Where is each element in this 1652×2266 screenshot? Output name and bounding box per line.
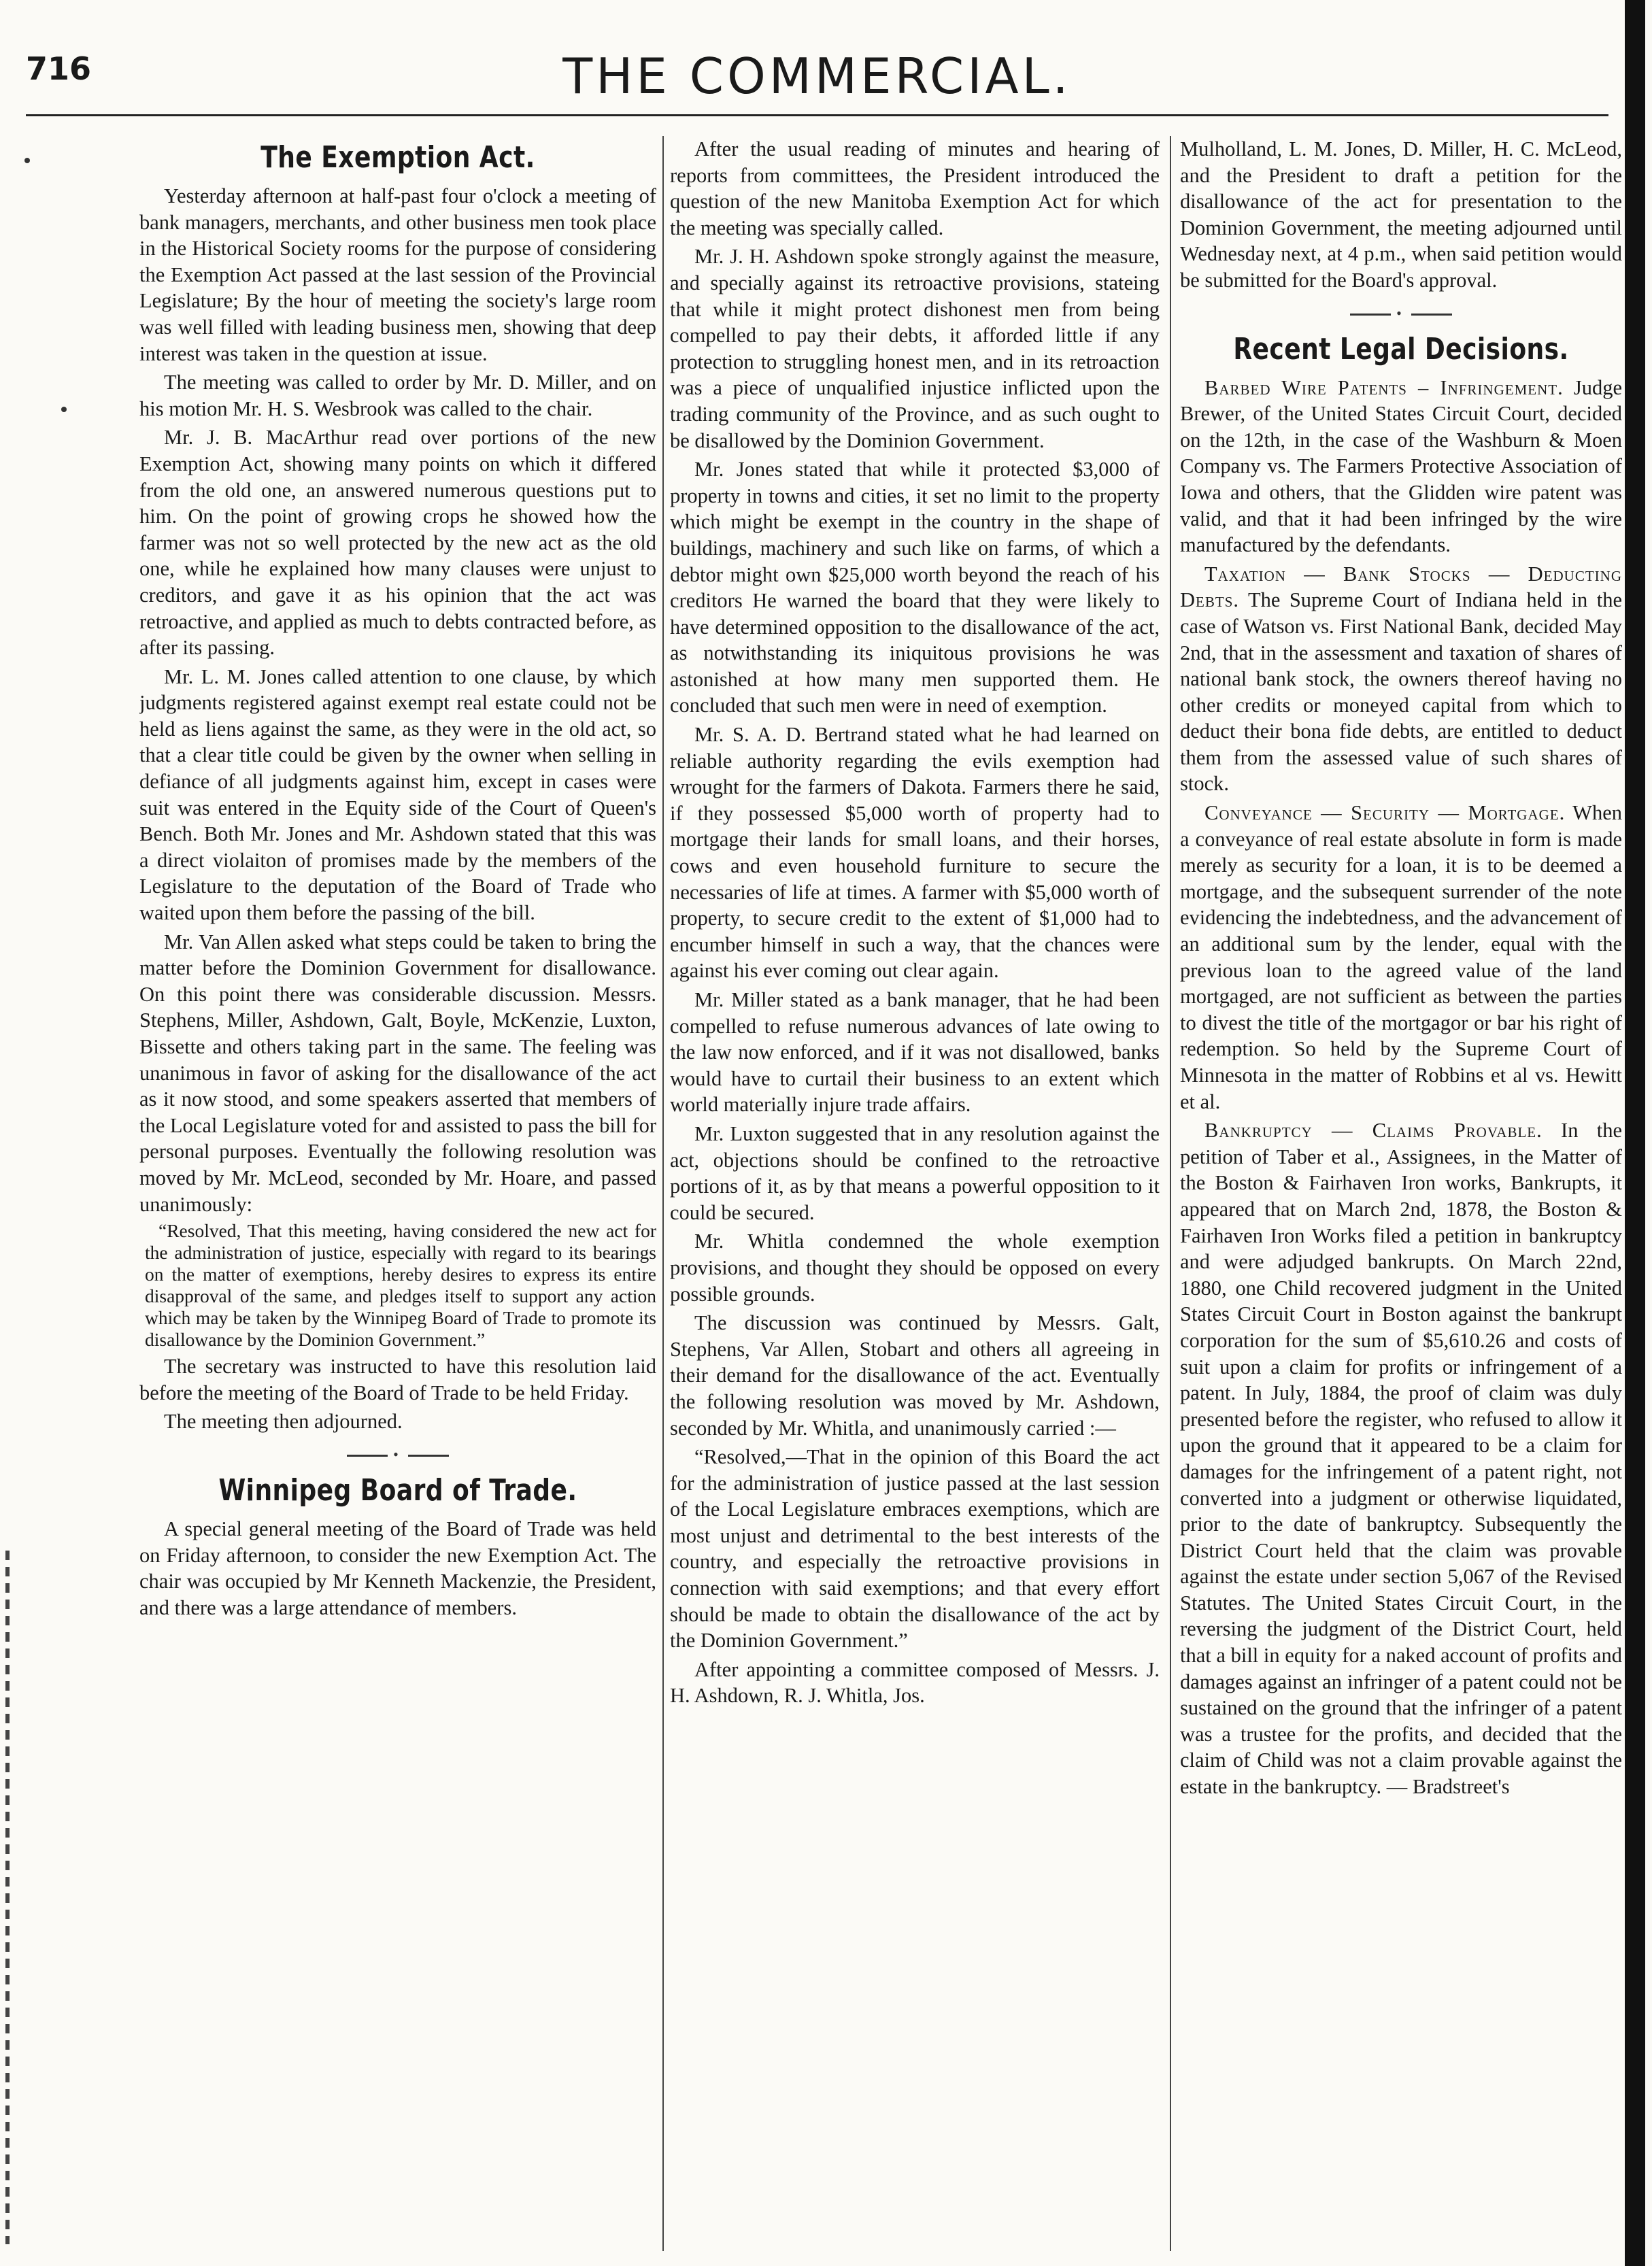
column-2 bbox=[670, 136, 1160, 2251]
paragraph: Yesterday afternoon at half-past four o'clock a meeting of bank managers, merchants, and other business men took place in the Historical Society rooms for the purpose of considering the Exemption Act passed at the last session of the Provincial Legislature; By the hour of meeting the society's large room was well filled with leading business men, showing that deep interest was taken in the question at issue. bbox=[139, 184, 656, 365]
paragraph: After appointing a committee composed of Messrs. J. H. Ashdown, R. J. Whitla, Jos. bbox=[670, 1657, 1160, 1708]
case-heading: Conveyance — Security — Mortgage. bbox=[1204, 801, 1566, 825]
case-heading: Barbed Wire Patents – Infringement. bbox=[1204, 375, 1564, 399]
paragraph: The meeting was called to order by Mr. D. Miller, and on his motion Mr. H. S. Wesbrook was called to the chair. bbox=[139, 371, 656, 420]
article-title: Winnipeg Board of Trade. bbox=[218, 1472, 577, 1508]
column-3 bbox=[1180, 136, 1622, 2251]
paragraph: The meeting then adjourned. bbox=[164, 1410, 403, 1434]
paragraph: “Resolved,—That in the opinion of this Board the act for the administration of justice passed at the last session of the Local Legislature embraces exemptions, which are most unjust and detrimental to the best interests of the country, and especially the retroactive provisions in connection with said exemptions; and that every effort should be made to obtain the disallowance of the act by the Dominion Government.” bbox=[670, 1445, 1160, 1653]
article-title: Recent Legal Decisions. bbox=[1233, 331, 1569, 367]
case-text: The Supreme Court of Indiana held in the case of Watson vs. First National Bank, decided May 2nd, that in the assessment and taxation of shares of national bank stock, the owners thereof having no other credits or moneyed capital from which to deduct their bona fide debts, are entitled to deduct them from the assessed value of such shares of stock. bbox=[1180, 588, 1622, 796]
case-text: Judge Brewer, of the United States Circuit Court, decided on the 12th, in the case of the Washburn & Moen Company vs. The Farmers Protective Association of Iowa and others, that the Glidden wire patent was valid, and that it had been infringed by the wire manufactured by the defendants. bbox=[1180, 375, 1622, 557]
paragraph bbox=[1180, 800, 1622, 1115]
paragraph: Mr. Luxton suggested that in any resolution against the act, objections should be confined to the retroactive portions of it, as by that means a powerful opposition to it could be secured. bbox=[670, 1121, 1160, 1224]
column-1 bbox=[139, 136, 656, 2251]
column-rule bbox=[1170, 136, 1171, 2251]
paragraph: Mr. Whitla condemned the whole exemption provisions, and thought they should be opposed on every possible grounds. bbox=[670, 1230, 1160, 1306]
page-number: 716 bbox=[26, 50, 92, 87]
case-heading: Bankruptcy — Claims Provable. bbox=[1204, 1119, 1543, 1143]
case-text: When a conveyance of real estate absolute in form is made merely as security for a loan, it is to be deemed a mortgage, and the subsequent surrender of the note evidencing the indebtedness, and the advancement of an additional sum by the lender, equal with the previous loan to the agreed value of the land mortgaged, are not sufficient as between the parties to divest the title of the mortgagor or bar his right of redemption. So held by the Supreme Court of Minnesota in the matter of Robbins et al vs. Hewitt et al. bbox=[1180, 801, 1622, 1113]
paragraph: A special general meeting of the Board of Trade was held on Friday afternoon, to consider the new Exemption Act. The chair was occupied by Mr Kenneth Mackenzie, the President, and there was a large attendance of members. bbox=[139, 1517, 656, 1619]
paragraph: Mr. J. H. Ashdown spoke strongly against the measure, and specially against its retroactive provisions, stateing that while it might protect dishonest men from being compelled to pay their debts, it afforded little if any protection to struggling honest men, and in its retroaction was a piece of unqualified injustice inflicted upon the trading community of the Province, and as such ought to be disallowed by the Dominion Government. bbox=[670, 245, 1160, 452]
section-separator: • bbox=[139, 1446, 656, 1464]
speck bbox=[24, 158, 30, 163]
binding-marks bbox=[5, 1551, 10, 2244]
paragraph: Mr. Jones stated that while it protected $3,000 of property in towns and cities, it set no limit to the property which might be exempt in the country in the shape of buildings, machinery and such like on farms, of which a debtor might own $25,000 worth beyond the reach of his creditors He warned the board that they were likely to have determined opposition to the disallowance of the act, as notwithstanding its iniquitous provisions he was astonished at how many men supported them. He concluded that such men were in need of exemption. bbox=[670, 458, 1160, 717]
paragraph: Mr. S. A. D. Bertrand stated what he had learned on reliable authority regarding the evils exemption had wrought for the farmers of Dakota. Farmers there he said, if they possessed $5,000 worth of property had to mortgage their lands for small loans, and their horses, cows and even household furniture to secure the necessaries of life at times. A farmer with $5,000 worth of property, to secure credit to the extent of $1,000 had to encumber himself in such a way, that the chances were against his ever coming out clear again. bbox=[670, 723, 1160, 983]
page-edge-shadow bbox=[1625, 0, 1645, 2266]
paragraph: Mr. J. B. MacArthur read over portions of the new Exemption Act, showing many points on which it differed from the old one, an answered numerous questions put to him. On the point of growing crops he showed how the farmer was not so well protected by the new act as the old one, while he explained how many clauses were unjust to creditors, and gave it as his opinion that the act was retroactive, and applied as much to debts contracted before, as after its passing. bbox=[139, 426, 656, 660]
page-header bbox=[26, 41, 1608, 116]
paragraph: Mr. Miller stated as a bank manager, that he had been compelled to refuse numerous advances of late owing to the law now enforced, and if it was not disallowed, banks would have to curtail their business to an extent which world materially injure trade affairs. bbox=[670, 988, 1160, 1117]
speck bbox=[61, 407, 67, 412]
paragraph bbox=[1180, 375, 1622, 558]
article-title: The Exemption Act. bbox=[260, 140, 535, 175]
case-heading: Taxation — Bank Stocks — Deducting Debts. bbox=[1180, 562, 1622, 612]
header-rule bbox=[26, 114, 1608, 116]
resolution-quote: “Resolved, That this meeting, having considered the new act for the administration of justice, especially with regard to its bearings on the matter of exemptions, hereby desires to express its entire disapproval of the same, and pledges itself to support any action which may be taken by the Winnipeg Board of Trade to promote its disallowance by the Dominion Government.” bbox=[145, 1220, 656, 1351]
masthead: THE COMMERCIAL. bbox=[562, 48, 1072, 105]
section-separator: • bbox=[1180, 305, 1622, 322]
paragraph bbox=[1180, 561, 1622, 797]
paragraph: Mr. Van Allen asked what steps could be taken to bring the matter before the Dominion Government for disallowance. On this point there was considerable discussion. Messrs. Stephens, Miller, Ashdown, Galt, Boyle, McKenzie, Luxton, Bissette and others taking part in the same. The feeling was unanimous in favor of asking for the disallowance of the act as it now stood, and some speakers asserted that members of the Local Legislature voted for and assisted to pass the bill for personal purposes. Eventually the following resolution was moved by Mr. McLeod, seconded by Mr. Hoare, and passed unanimously: bbox=[139, 930, 656, 1216]
column-rule bbox=[662, 136, 664, 2251]
paragraph: Mr. L. M. Jones called attention to one clause, by which judgments registered against exempt real estate could not be held as liens against the same, as they were in the old act, so that a clear title could be given by the owner when selling in defiance of all judgments against him, except in cases were suit was entered in the Equity side of the Court of Queen's Bench. Both Mr. Jones and Mr. Ashdown stated that this was a direct violaiton of promises made by the members of the Legislature to the deputation of the Board of Trade who waited upon them before the passing of the bill. bbox=[139, 664, 656, 925]
paragraph: After the usual reading of minutes and hearing of reports from committees, the President introduced the question of the new Manitoba Exemption Act for which the meeting was specially called. bbox=[670, 137, 1160, 239]
paragraph: The secretary was instructed to have this resolution laid before the meeting of the Board of Trade to be held Friday. bbox=[139, 1355, 656, 1404]
paragraph: Mulholland, L. M. Jones, D. Miller, H. C. McLeod, and the President to draft a petition for the disallowance of the act for presentation to the Dominion Government, the meeting adjourned until Wednesday next, at 4 p.m., when said petition would be submitted for the Board's approval. bbox=[1180, 137, 1622, 292]
case-text: In the petition of Taber et al., Assignees, in the Matter of the Boston & Fairhaven Iron works, Bankrupts, it appeared that on March 2nd, 1878, the Boston & Fairhaven Iron Works filed a petition in bankruptcy and were adjudged bankrupts. On March 22nd, 1880, one Child recovered judgment in the United States Circuit Court in Boston against the bankrupt corporation for the sum of $5,610.26 and costs of suit upon a claim for profits or infringement of a patent. In July, 1884, the proof of claim was duly presented before the register, who refused to allow it upon the ground that it appeared to be a claim for damages for the infringement of a patent right, not converted into a judgment or otherwise liquidated, prior to the date of bankruptcy. Subsequently the District Court held that the claim was provable against the estate under section 5,067 of the Revised Statutes. The United States Circuit Court, in the reversing the judgment of the District Court, held that a bill in equity for a naked account of profits and damages against an infringer of a patent could not be sustained on the ground that the infringer of a patent was a trustee for the profits, and decided that the claim of Child was not a claim provable against the estate in the bankruptcy. — Bradstreet's bbox=[1180, 1119, 1622, 1799]
paragraph bbox=[1180, 1117, 1622, 1799]
paragraph: The discussion was continued by Messrs. Galt, Stephens, Var Allen, Stobart and others all agreeing in their demand for the disallowance of the act. Eventually the following resolution was moved by Mr. Ashdown, seconded by Mr. Whitla, and unanimously carried :— bbox=[670, 1311, 1160, 1440]
